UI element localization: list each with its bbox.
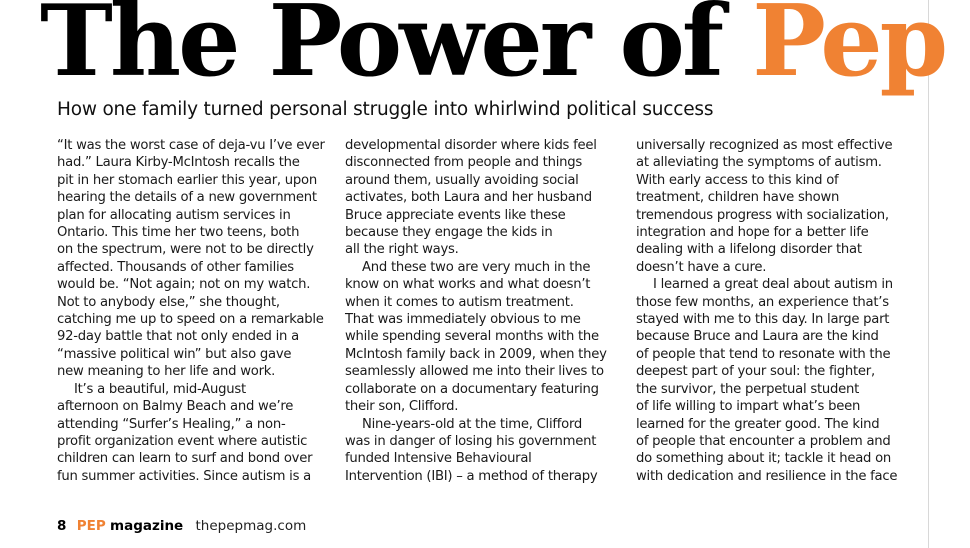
article-subtitle: How one family turned personal struggle into whirlwind political success: [57, 99, 714, 120]
article-title: [40, 0, 945, 99]
text-line: fun summer activities. Since autism is a: [57, 468, 311, 484]
text-line: disconnected from people and things: [345, 155, 582, 171]
text-line: Nine-years-old at the time, Clifford: [362, 416, 583, 432]
text-line: because Bruce and Laura are the kind: [636, 329, 879, 345]
text-line: stayed with me to this day. In large part: [636, 312, 890, 328]
text-line: collaborate on a documentary featuring: [345, 381, 599, 397]
text-line: profit organization event where autistic: [57, 433, 308, 449]
text-line: developmental disorder where kids feel: [345, 138, 597, 153]
text-line: was in danger of losing his government: [345, 433, 597, 449]
text-line: new meaning to her life and work.: [57, 364, 276, 380]
text-line: of life willing to impart what’s been: [636, 399, 861, 415]
text-line: treatment, children have shown: [636, 190, 840, 206]
footer-url[interactable]: thepepmag.com: [195, 518, 307, 534]
text-line: their son, Clifford.: [345, 399, 459, 415]
text-line: pit in her stomach earlier this year, upon: [57, 172, 317, 188]
text-line: at alleviating the symptoms of autism.: [636, 155, 882, 171]
text-line: seamlessly allowed me into their lives to: [345, 364, 604, 380]
paragraph: [636, 276, 921, 485]
text-line: Bruce appreciate events like these: [345, 207, 566, 223]
paragraph: [345, 259, 630, 416]
text-line: do something about it; tackle it head on: [636, 451, 892, 467]
page-number: 8: [57, 518, 67, 534]
article-column-1: [57, 137, 342, 485]
text-line: affected. Thousands of other families: [57, 259, 294, 275]
page-footer: [57, 518, 306, 534]
text-line: with dedication and resilience in the face: [636, 468, 898, 484]
text-line: when it comes to autism treatment.: [345, 294, 574, 310]
text-line: had.” Laura Kirby-McIntosh recalls the: [57, 155, 300, 171]
text-line: dealing with a lifelong disorder that: [636, 242, 862, 258]
text-line: tremendous progress with socialization,: [636, 207, 889, 223]
text-line: universally recognized as most effective: [636, 138, 893, 153]
text-line: And these two are very much in the: [362, 259, 591, 275]
text-line: on the spectrum, were not to be directly: [57, 242, 314, 258]
text-line: With early access to this kind of: [636, 172, 839, 188]
text-line: activates, both Laura and her husband: [345, 190, 592, 206]
text-line: funded Intensive Behavioural: [345, 451, 532, 467]
text-line: all the right ways.: [345, 242, 459, 258]
text-line: attending “Surfer’s Healing,” a non-: [57, 416, 286, 432]
text-line: integration and hope for a better life: [636, 225, 869, 241]
article-column-2: [345, 137, 630, 485]
paragraph: [345, 137, 630, 259]
paragraph: [57, 381, 342, 485]
text-line: Not to anybody else,” she thought,: [57, 294, 280, 310]
footer-brand: PEP: [76, 518, 106, 534]
text-line: Ontario. This time her two teens, both: [57, 225, 300, 241]
text-line: “massive political win” but also gave: [57, 346, 292, 362]
text-line: Intervention (IBI) – a method of therapy: [345, 468, 598, 484]
text-line: would be. “Not again; not on my watch.: [57, 277, 311, 293]
text-line: of people that tend to resonate with the: [636, 346, 891, 362]
title-accent: Pep: [752, 0, 946, 99]
text-line: doesn’t have a cure.: [636, 259, 767, 275]
paragraph: [57, 137, 342, 381]
text-line: because they engage the kids in: [345, 225, 553, 241]
text-line: afternoon on Balmy Beach and we’re: [57, 399, 294, 415]
text-line: deepest part of your soul: the fighter,: [636, 364, 875, 380]
text-line: plan for allocating autism services in: [57, 207, 291, 223]
text-line: hearing the details of a new government: [57, 190, 317, 206]
paragraph: [636, 137, 921, 276]
title-main: The Power of: [40, 0, 753, 99]
text-line: those few months, an experience that’s: [636, 294, 889, 310]
footer-brand-suffix: magazine: [110, 518, 184, 534]
paragraph: [345, 416, 630, 486]
text-line: learned for the greater good. The kind: [636, 416, 880, 432]
text-line: “It was the worst case of deja-vu I’ve ever: [57, 138, 325, 153]
text-line: of people that encounter a problem and: [636, 433, 891, 449]
text-line: It’s a beautiful, mid-August: [74, 381, 246, 397]
text-line: 92-day battle that not only ended in a: [57, 329, 299, 345]
text-line: That was immediately obvious to me: [345, 312, 581, 328]
text-line: catching me up to speed on a remarkable: [57, 312, 324, 328]
text-line: children can learn to surf and bond over: [57, 451, 313, 467]
text-line: know on what works and what doesn’t: [345, 277, 591, 293]
text-line: McIntosh family back in 2009, when they: [345, 346, 607, 362]
text-line: while spending several months with the: [345, 329, 599, 345]
text-line: around them, usually avoiding social: [345, 172, 579, 188]
text-line: the survivor, the perpetual student: [636, 381, 859, 397]
article-column-3: [636, 137, 921, 485]
text-line: I learned a great deal about autism in: [653, 277, 893, 293]
